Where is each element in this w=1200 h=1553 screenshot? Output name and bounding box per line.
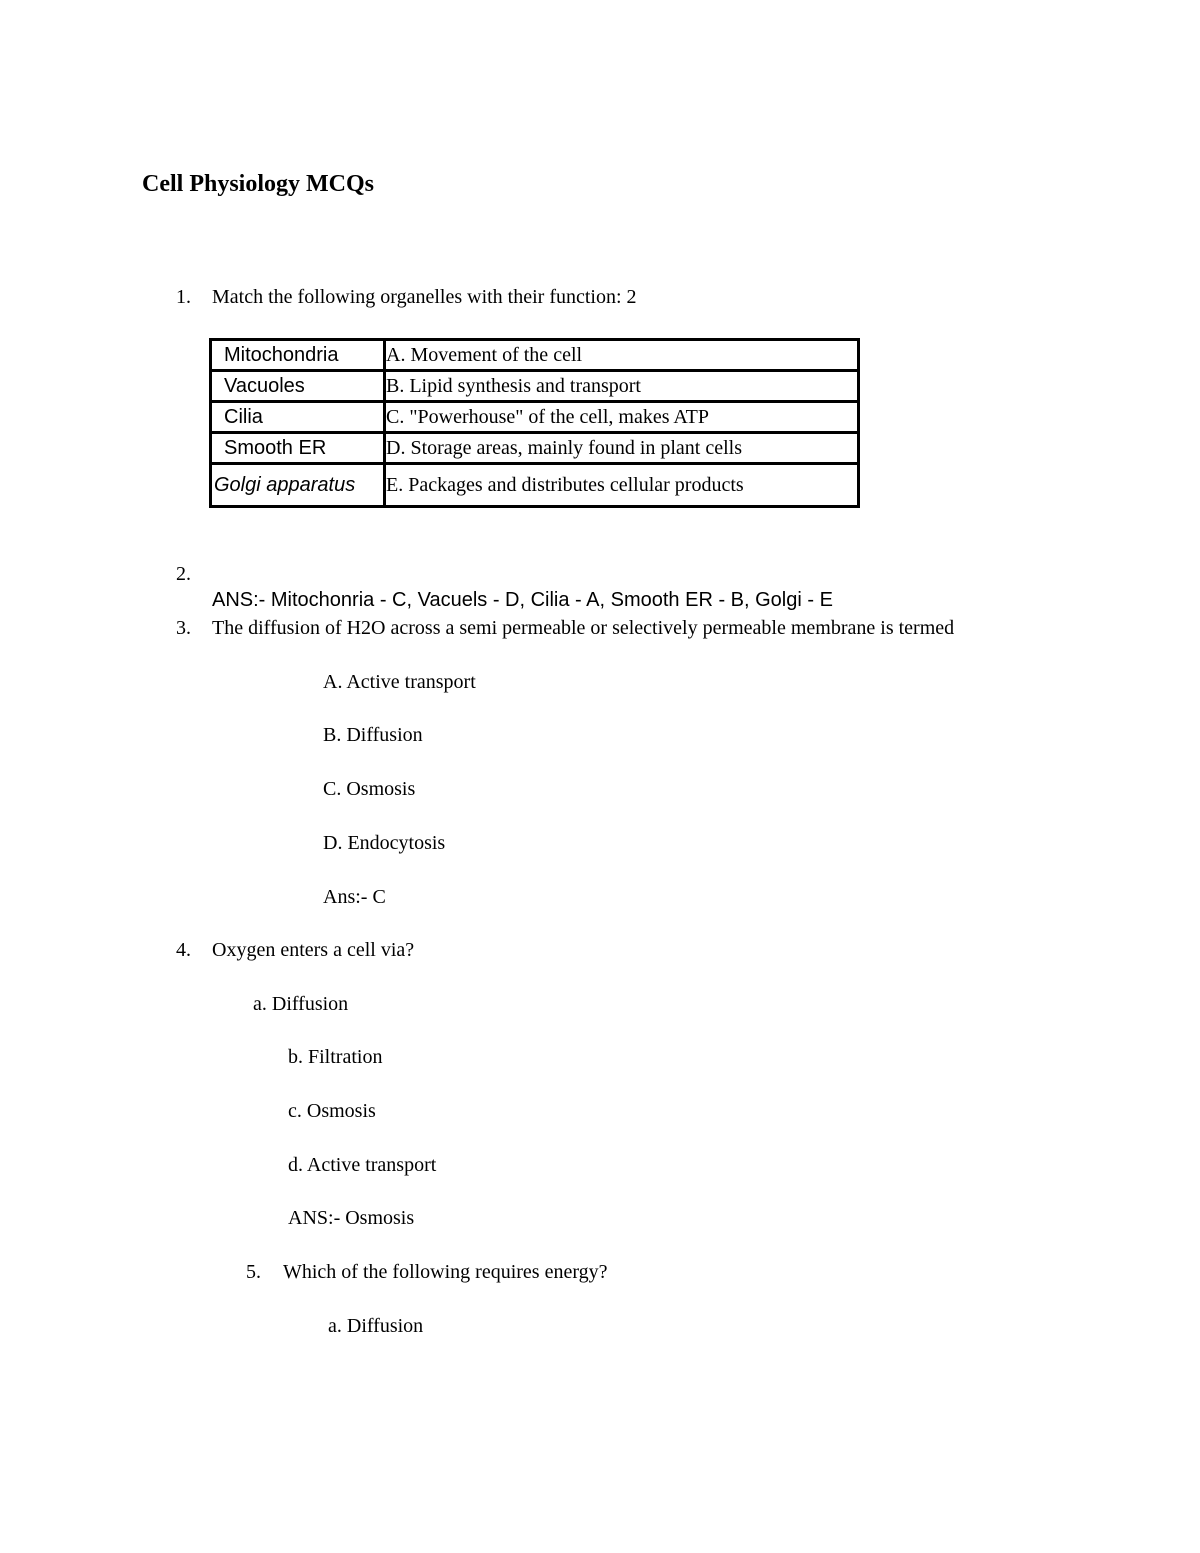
q2-number: 2. [176,563,191,585]
organelle-match-table [209,338,860,508]
q3-number: 3. [176,617,191,639]
organelle-cell: Golgi apparatus [211,464,385,507]
table-row [211,371,859,402]
q4-answer: ANS:- Osmosis [288,1207,415,1229]
q3-option: C. Osmosis [323,778,416,800]
q3-option: A. Active transport [323,671,476,693]
q3-option: D. Endocytosis [323,832,446,854]
table-row [211,340,859,371]
q3-text: The diffusion of H2O across a semi permeable or selectively permeable membrane is termed [212,617,955,639]
q1-number: 1. [176,286,191,308]
function-cell: A. Movement of the cell [385,340,859,371]
organelle-cell: Cilia [211,402,385,433]
function-cell: C. "Powerhouse" of the cell, makes ATP [385,402,859,433]
q2-answer: ANS:- Mitochonria - C, Vacuels - D, Cilia - A, Smooth ER - B, Golgi - E [212,589,833,611]
function-cell: E. Packages and distributes cellular products [385,464,859,507]
q4-option: b. Filtration [288,1046,383,1068]
q4-number: 4. [176,939,191,961]
organelle-cell: Mitochondria [211,340,385,371]
q1-text: Match the following organelles with their function: 2 [212,286,637,308]
organelle-cell: Vacuoles [211,371,385,402]
table-row [211,464,859,507]
table-row [211,402,859,433]
function-cell: D. Storage areas, mainly found in plant cells [385,433,859,464]
q4-option: a. Diffusion [253,993,349,1015]
q3-answer: Ans:- C [323,886,386,908]
table-row [211,433,859,464]
q3-option: B. Diffusion [323,724,423,746]
organelle-cell: Smooth ER [211,433,385,464]
q5-text: Which of the following requires energy? [283,1261,608,1283]
q4-text: Oxygen enters a cell via? [212,939,415,961]
page-title: Cell Physiology MCQs [142,171,374,197]
function-cell: B. Lipid synthesis and transport [385,371,859,402]
q4-option: d. Active transport [288,1154,437,1176]
q5-number: 5. [246,1261,261,1283]
q4-option: c. Osmosis [288,1100,376,1122]
q5-option: a. Diffusion [328,1315,424,1337]
